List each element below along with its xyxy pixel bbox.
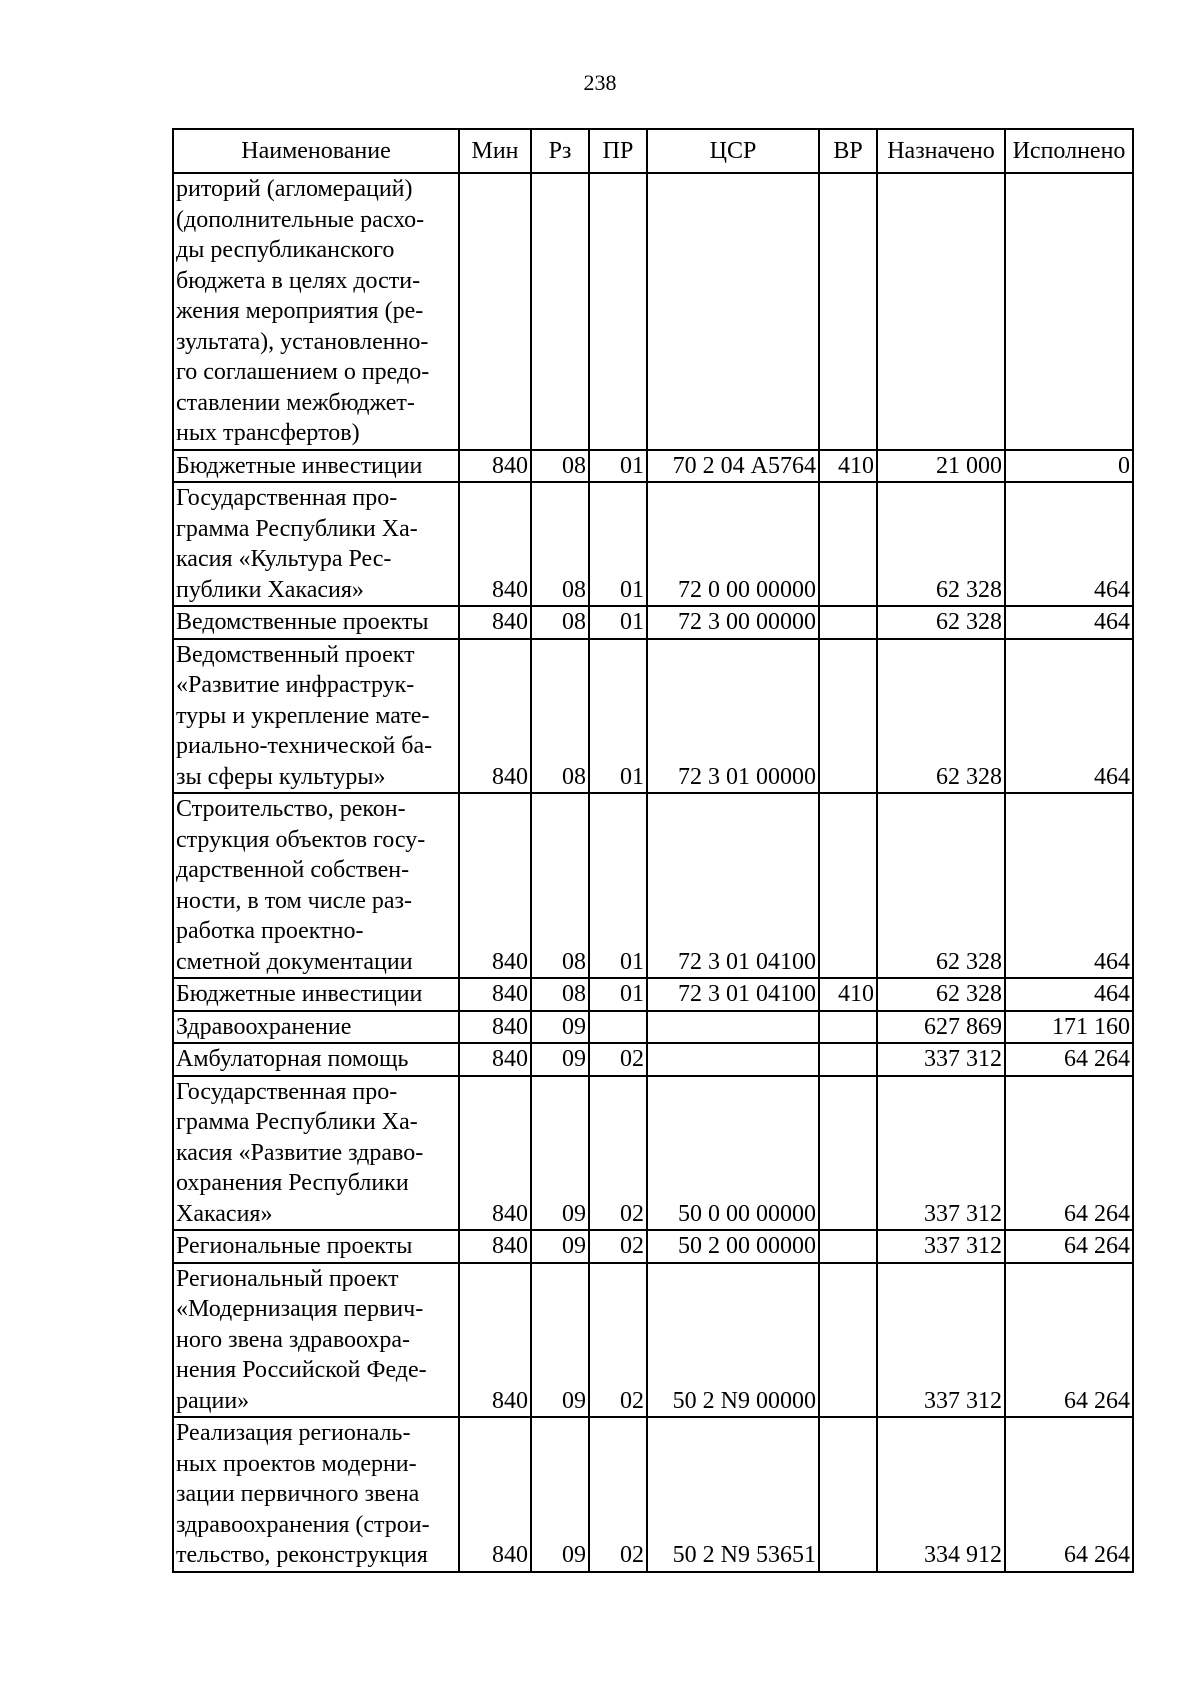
cell-executed: 64 264 [1005,1263,1133,1418]
cell-name: Государственная про- грамма Республики Ха- касия «Культура Рес- публики Хакасия» [173,482,459,606]
cell-rz: 08 [531,639,589,794]
cell-name: Ведомственный проект «Развитие инфраструк- туры и укрепление мате- риально-технической ба- зы сферы культуры» [173,639,459,794]
header-vr: ВР [819,129,877,173]
cell-min: 840 [459,1417,531,1572]
cell-vr: 410 [819,450,877,483]
header-executed: Исполнено [1005,129,1133,173]
cell-csr: 50 2 00 00000 [647,1230,819,1263]
cell-pr: 02 [589,1230,647,1263]
cell-vr [819,173,877,450]
cell-name: риторий (агломераций) (дополнительные расхо- ды республиканского бюджета в целях дости- жения мероприятия (ре- зультата), установленно- го соглашением о предо- ставлении межбюджет- ных трансфертов) [173,173,459,450]
cell-executed: 464 [1005,978,1133,1011]
cell-pr: 01 [589,606,647,639]
table-row [173,639,1133,794]
cell-vr [819,1263,877,1418]
cell-executed: 464 [1005,482,1133,606]
cell-rz: 09 [531,1011,589,1044]
cell-name: Реализация региональ- ных проектов модерни- зации первичного звена здравоохранения (строи- тельство, реконструкция [173,1417,459,1572]
table-header-row [173,129,1133,173]
cell-rz: 08 [531,978,589,1011]
cell-vr [819,482,877,606]
cell-min: 840 [459,793,531,978]
cell-pr [589,1011,647,1044]
cell-pr: 01 [589,978,647,1011]
cell-executed: 64 264 [1005,1230,1133,1263]
cell-rz: 08 [531,793,589,978]
cell-planned [877,173,1005,450]
cell-min: 840 [459,1076,531,1231]
cell-name: Региональные проекты [173,1230,459,1263]
cell-csr: 70 2 04 А5764 [647,450,819,483]
table-row [173,1417,1133,1572]
cell-executed: 464 [1005,793,1133,978]
cell-executed: 464 [1005,606,1133,639]
cell-csr: 72 0 00 00000 [647,482,819,606]
header-min: Мин [459,129,531,173]
header-planned: Назначено [877,129,1005,173]
cell-rz: 09 [531,1230,589,1263]
cell-name: Строительство, рекон- струкция объектов госу- дарственной собствен- ности, в том числе раз- работка проектно- сметной документации [173,793,459,978]
cell-min: 840 [459,1011,531,1044]
cell-vr [819,1417,877,1572]
cell-rz: 09 [531,1076,589,1231]
cell-vr: 410 [819,978,877,1011]
cell-rz: 09 [531,1417,589,1572]
table-body [173,173,1133,1572]
cell-planned: 62 328 [877,639,1005,794]
cell-pr: 02 [589,1076,647,1231]
cell-executed: 64 264 [1005,1043,1133,1076]
table-row [173,1011,1133,1044]
cell-min: 840 [459,606,531,639]
cell-pr: 02 [589,1043,647,1076]
cell-planned: 21 000 [877,450,1005,483]
cell-pr: 01 [589,639,647,794]
cell-executed: 0 [1005,450,1133,483]
cell-pr: 02 [589,1263,647,1418]
cell-rz: 09 [531,1043,589,1076]
cell-csr [647,1011,819,1044]
cell-vr [819,1076,877,1231]
cell-name: Амбулаторная помощь [173,1043,459,1076]
cell-planned: 337 312 [877,1076,1005,1231]
cell-executed: 464 [1005,639,1133,794]
table-row [173,173,1133,450]
cell-csr [647,173,819,450]
cell-csr [647,1043,819,1076]
table-row [173,450,1133,483]
cell-csr: 72 3 00 00000 [647,606,819,639]
table-row [173,793,1133,978]
cell-name: Здравоохранение [173,1011,459,1044]
cell-min: 840 [459,482,531,606]
cell-min: 840 [459,639,531,794]
cell-name: Бюджетные инвестиции [173,450,459,483]
cell-name: Ведомственные проекты [173,606,459,639]
cell-min: 840 [459,978,531,1011]
cell-pr: 01 [589,450,647,483]
cell-planned: 627 869 [877,1011,1005,1044]
cell-csr: 72 3 01 04100 [647,793,819,978]
cell-planned: 62 328 [877,978,1005,1011]
table-row [173,482,1133,606]
table-row [173,606,1133,639]
cell-name: Бюджетные инвестиции [173,978,459,1011]
cell-vr [819,1230,877,1263]
cell-vr [819,606,877,639]
cell-min: 840 [459,1230,531,1263]
cell-pr: 01 [589,482,647,606]
cell-pr: 01 [589,793,647,978]
header-name: Наименование [173,129,459,173]
page-number: 238 [583,70,617,95]
cell-csr: 50 2 N9 53651 [647,1417,819,1572]
table-row [173,1230,1133,1263]
header-csr: ЦСР [647,129,819,173]
cell-rz: 08 [531,606,589,639]
cell-min [459,173,531,450]
cell-planned: 334 912 [877,1417,1005,1572]
cell-min: 840 [459,450,531,483]
cell-planned: 62 328 [877,482,1005,606]
cell-planned: 62 328 [877,606,1005,639]
cell-executed: 64 264 [1005,1417,1133,1572]
cell-planned: 337 312 [877,1043,1005,1076]
cell-min: 840 [459,1043,531,1076]
cell-pr [589,173,647,450]
cell-vr [819,1043,877,1076]
cell-planned: 337 312 [877,1263,1005,1418]
cell-executed [1005,173,1133,450]
cell-csr: 72 3 01 04100 [647,978,819,1011]
table-row [173,1263,1133,1418]
cell-name: Региональный проект «Модернизация первич- ного звена здравоохра- нения Российской Феде- рации» [173,1263,459,1418]
cell-vr [819,639,877,794]
table-row [173,1043,1133,1076]
cell-rz [531,173,589,450]
budget-table [172,128,1134,1573]
cell-vr [819,1011,877,1044]
header-pr: ПР [589,129,647,173]
cell-csr: 50 2 N9 00000 [647,1263,819,1418]
cell-rz: 09 [531,1263,589,1418]
cell-min: 840 [459,1263,531,1418]
table-row [173,978,1133,1011]
cell-rz: 08 [531,482,589,606]
table-row [173,1076,1133,1231]
cell-executed: 171 160 [1005,1011,1133,1044]
cell-planned: 337 312 [877,1230,1005,1263]
cell-vr [819,793,877,978]
cell-rz: 08 [531,450,589,483]
cell-csr: 72 3 01 00000 [647,639,819,794]
cell-name: Государственная про- грамма Республики Ха- касия «Развитие здраво- охранения Республики Хакасия» [173,1076,459,1231]
cell-executed: 64 264 [1005,1076,1133,1231]
cell-csr: 50 0 00 00000 [647,1076,819,1231]
cell-planned: 62 328 [877,793,1005,978]
header-rz: Рз [531,129,589,173]
cell-pr: 02 [589,1417,647,1572]
